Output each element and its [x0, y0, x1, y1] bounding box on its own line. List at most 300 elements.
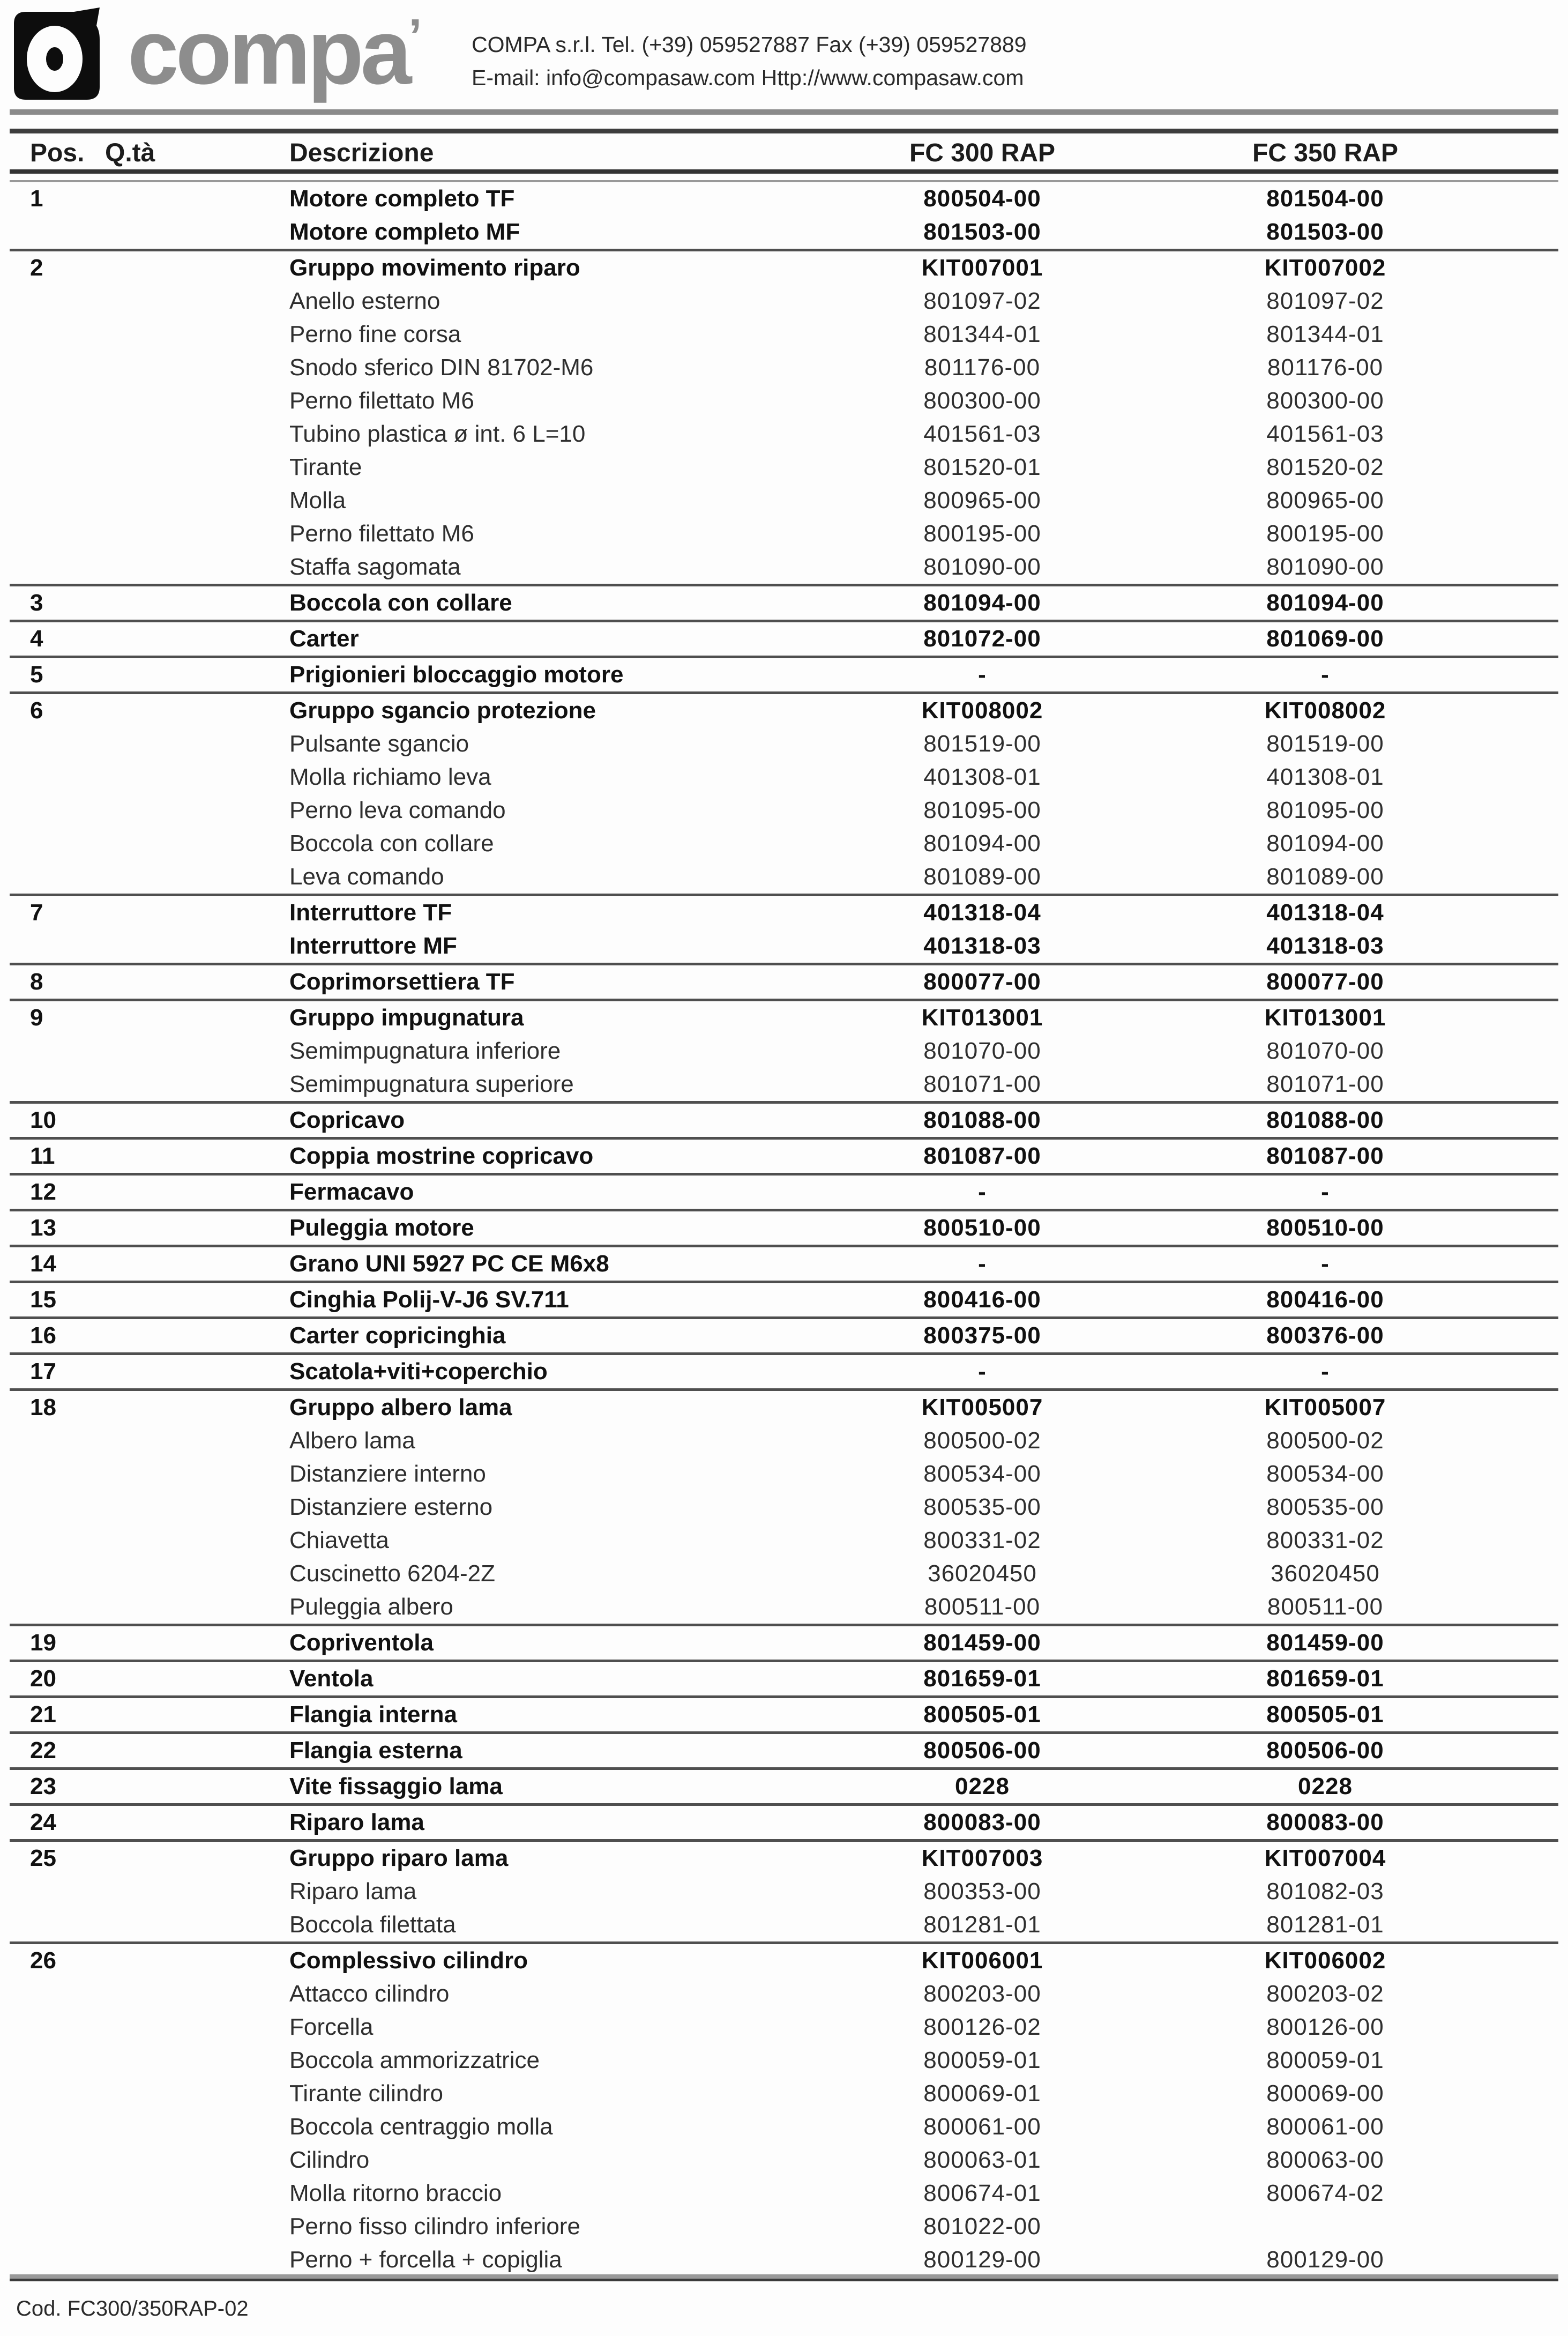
cell-fc350-code: 0228: [1298, 1773, 1353, 1799]
cell-description: Molla ritorno braccio: [289, 2180, 502, 2206]
parts-table: [10, 135, 1558, 2281]
position-group: [10, 182, 1558, 249]
cell-position-number: 2: [30, 255, 43, 281]
table-row: [10, 1806, 1558, 1839]
cell-position-number: 23: [30, 1773, 56, 1799]
cell-description: Tirante cilindro: [289, 2080, 443, 2107]
cell-fc350-code: 801069-00: [1266, 626, 1384, 652]
cell-fc300-code: 801097-02: [923, 288, 1041, 314]
position-group: [10, 1388, 1558, 1624]
cell-fc300-code: 801087-00: [923, 1143, 1041, 1169]
cell-fc350-code: 800059-01: [1266, 2047, 1384, 2073]
cell-fc350-code: 800510-00: [1266, 1215, 1384, 1241]
cell-description: Carter: [289, 626, 359, 652]
col-header-descrizione: Descrizione: [289, 139, 434, 167]
cell-fc300-code: 800061-00: [923, 2114, 1041, 2140]
cell-fc350-code: 800511-00: [1267, 1594, 1384, 1620]
cell-description: Carter copricinghia: [289, 1322, 506, 1349]
position-group: [10, 1101, 1558, 1137]
cell-description: Grano UNI 5927 PC CE M6x8: [289, 1251, 609, 1277]
cell-position-number: 11: [30, 1143, 55, 1169]
cell-position-number: 3: [30, 590, 43, 616]
position-group: [10, 1281, 1558, 1316]
table-row: [10, 1355, 1558, 1388]
table-row: [10, 1842, 1558, 1875]
cell-description: Perno fine corsa: [289, 321, 461, 347]
table-row: [10, 1491, 1558, 1524]
table-row: [10, 550, 1558, 584]
cell-position-number: 18: [30, 1394, 56, 1420]
cell-fc350-code: 800535-00: [1266, 1494, 1384, 1520]
cell-fc300-code: 800063-01: [923, 2147, 1041, 2173]
position-group: [10, 1803, 1558, 1839]
document-code: Cod. FC300/350RAP-02: [16, 2297, 249, 2320]
cell-position-number: 13: [30, 1215, 56, 1241]
position-group: [10, 691, 1558, 894]
cell-fc350-code: 800416-00: [1266, 1286, 1384, 1313]
cell-fc300-code: 800510-00: [923, 1215, 1041, 1241]
cell-description: Molla richiamo leva: [289, 764, 491, 790]
position-group: [10, 1767, 1558, 1803]
cell-fc350-code: 801089-00: [1266, 864, 1384, 890]
position-group: [10, 1316, 1558, 1352]
cell-fc350-code: 800063-00: [1266, 2147, 1384, 2173]
table-row: [10, 1524, 1558, 1557]
cell-description: Staffa sagomata: [289, 554, 461, 580]
cell-fc350-code: KIT007004: [1264, 1845, 1386, 1871]
cell-fc300-code: 800129-00: [923, 2246, 1041, 2273]
cell-fc300-code: 801022-00: [923, 2213, 1041, 2240]
cell-fc350-code: 800203-02: [1266, 1981, 1384, 2007]
cell-fc300-code: 801659-01: [923, 1665, 1041, 1692]
position-group: [10, 1731, 1558, 1767]
cell-position-number: 4: [30, 626, 43, 652]
cell-position-number: 7: [30, 899, 43, 926]
position-group: [10, 1839, 1558, 1941]
cell-fc300-code: 801503-00: [923, 219, 1041, 245]
cell-description: Scatola+viti+coperchio: [289, 1358, 548, 1385]
cell-position-number: 14: [30, 1251, 56, 1277]
cell-fc350-code: 800126-00: [1266, 2014, 1384, 2040]
table-row: [10, 484, 1558, 517]
table-row: [10, 384, 1558, 418]
cell-description: Albero lama: [289, 1427, 415, 1454]
position-group: [10, 1695, 1558, 1731]
cell-fc300-code: 401308-01: [923, 764, 1041, 790]
cell-description: Forcella: [289, 2014, 374, 2040]
table-row: [10, 1557, 1558, 1590]
cell-description: Interruttore MF: [289, 933, 457, 959]
cell-fc350-code: 800083-00: [1266, 1809, 1384, 1835]
table-row: [10, 1211, 1558, 1245]
cell-description: Chiavetta: [289, 1527, 389, 1553]
cell-fc300-code: 800505-01: [923, 1701, 1041, 1728]
cell-fc300-code: KIT013001: [921, 1005, 1043, 1031]
position-group: [10, 1137, 1558, 1173]
position-group: [10, 584, 1558, 620]
cell-position-number: 19: [30, 1630, 56, 1656]
cell-fc350-code: 401318-03: [1266, 933, 1384, 959]
table-row: [10, 622, 1558, 656]
cell-fc300-code: 800126-02: [923, 2014, 1041, 2040]
cell-fc350-code: 800069-00: [1266, 2080, 1384, 2107]
position-group: [10, 1352, 1558, 1388]
cell-fc350-code: 401318-04: [1266, 899, 1384, 926]
cell-description: Pulsante sgancio: [289, 731, 469, 757]
table-row: [10, 285, 1558, 318]
cell-fc350-code: 801504-00: [1266, 185, 1384, 212]
cell-fc300-code: -: [978, 661, 987, 688]
cell-fc350-code: 800506-00: [1266, 1737, 1384, 1764]
cell-position-number: 10: [30, 1107, 56, 1133]
table-row: [10, 1247, 1558, 1281]
cell-description: Gruppo albero lama: [289, 1394, 512, 1420]
cell-position-number: 20: [30, 1665, 56, 1692]
table-row: [10, 1734, 1558, 1767]
cell-fc300-code: 800511-00: [924, 1594, 1041, 1620]
letterhead: [0, 0, 1568, 107]
position-group: [10, 1245, 1558, 1281]
footer-rule: [10, 2274, 1558, 2279]
table-row: [10, 2243, 1558, 2277]
cell-fc350-code: 800674-02: [1266, 2180, 1384, 2206]
contact-line-1: COMPA s.r.l. Tel. (+39) 059527887 Fax (+39) 059527889: [472, 32, 1027, 57]
table-row: [10, 215, 1558, 249]
table-row: [10, 896, 1558, 929]
cell-fc350-code: 801094-00: [1266, 830, 1384, 857]
cell-description: Gruppo impugnatura: [289, 1005, 524, 1031]
cell-description: Perno fisso cilindro inferiore: [289, 2213, 580, 2240]
cell-fc350-code: -: [1321, 1251, 1330, 1277]
table-row: [10, 1944, 1558, 1977]
table-row: [10, 586, 1558, 620]
compa-logo-icon: [11, 8, 101, 103]
position-group: [10, 1660, 1558, 1695]
cell-fc300-code: 36020450: [928, 1560, 1037, 1587]
table-row: [10, 965, 1558, 999]
cell-fc350-code: 801659-01: [1266, 1665, 1384, 1692]
cell-fc350-code: 800376-00: [1266, 1322, 1384, 1349]
cell-description: Tirante: [289, 454, 362, 480]
cell-description: Coprimorsettiera TF: [289, 969, 515, 995]
cell-fc300-code: KIT006001: [921, 1947, 1043, 1974]
cell-description: Perno leva comando: [289, 797, 506, 823]
table-row: [10, 2077, 1558, 2110]
position-group: [10, 894, 1558, 963]
table-row: [10, 727, 1558, 761]
cell-fc350-code: 801088-00: [1266, 1107, 1384, 1133]
company-contact: [472, 28, 1027, 94]
cell-fc350-code: 801090-00: [1266, 554, 1384, 580]
cell-description: Gruppo riparo lama: [289, 1845, 509, 1871]
table-row: [10, 351, 1558, 384]
logo-wordmark: compa’: [128, 1, 419, 103]
cell-description: Semimpugnatura superiore: [289, 1071, 574, 1097]
col-header-fc300: FC 300 RAP: [909, 139, 1056, 167]
cell-position-number: 16: [30, 1322, 56, 1349]
cell-fc300-code: 801089-00: [923, 864, 1041, 890]
cell-description: Boccola filettata: [289, 1911, 456, 1938]
cell-fc350-code: 800331-02: [1266, 1527, 1384, 1553]
cell-fc350-code: 800500-02: [1266, 1427, 1384, 1454]
cell-fc300-code: 801520-01: [923, 454, 1041, 480]
cell-fc350-code: 801082-03: [1266, 1878, 1384, 1904]
cell-description: Gruppo movimento riparo: [289, 255, 580, 281]
cell-fc350-code: 801071-00: [1266, 1071, 1384, 1097]
cell-description: Flangia interna: [289, 1701, 457, 1728]
cell-description: Snodo sferico DIN 81702-M6: [289, 354, 594, 381]
table-row: [10, 860, 1558, 894]
table-row: [10, 1424, 1558, 1457]
table-header-rule-dark: [10, 169, 1558, 174]
cell-fc300-code: 800375-00: [923, 1322, 1041, 1349]
cell-fc300-code: 800195-00: [923, 520, 1041, 547]
cell-fc300-code: 800500-02: [923, 1427, 1041, 1454]
position-group: [10, 656, 1558, 691]
cell-description: Fermacavo: [289, 1179, 414, 1205]
table-row: [10, 1001, 1558, 1035]
cell-fc350-code: -: [1321, 661, 1330, 688]
cell-fc300-code: 801070-00: [923, 1038, 1041, 1064]
cell-position-number: 26: [30, 1947, 56, 1974]
position-group: [10, 999, 1558, 1101]
cell-fc300-code: 800077-00: [923, 969, 1041, 995]
position-group: [10, 1209, 1558, 1245]
cell-position-number: 12: [30, 1179, 56, 1205]
cell-position-number: 9: [30, 1005, 43, 1031]
table-row: [10, 1176, 1558, 1209]
cell-fc300-code: 800300-00: [923, 388, 1041, 414]
cell-description: Riparo lama: [289, 1809, 424, 1835]
table-row: [10, 1457, 1558, 1491]
cell-fc300-code: 800674-01: [923, 2180, 1041, 2206]
cell-fc350-code: 801094-00: [1266, 590, 1384, 616]
cell-description: Puleggia motore: [289, 1215, 474, 1241]
cell-description: Vite fissaggio lama: [289, 1773, 503, 1799]
cell-description: Semimpugnatura inferiore: [289, 1038, 561, 1064]
cell-position-number: 5: [30, 661, 43, 688]
cell-fc350-code: 801176-00: [1267, 354, 1384, 381]
cell-fc300-code: KIT005007: [921, 1394, 1043, 1420]
cell-fc350-code: 800505-01: [1266, 1701, 1384, 1728]
parts-table-body: [10, 182, 1558, 2281]
cell-description: Cuscinetto 6204-2Z: [289, 1560, 495, 1587]
cell-fc300-code: 801094-00: [923, 590, 1041, 616]
cell-fc300-code: -: [978, 1251, 987, 1277]
cell-description: Cilindro: [289, 2147, 370, 2173]
cell-fc300-code: 801071-00: [923, 1071, 1041, 1097]
table-row: [10, 1626, 1558, 1660]
table-row: [10, 1068, 1558, 1101]
letterhead-rule-light: [10, 109, 1558, 115]
cell-description: Complessivo cilindro: [289, 1947, 528, 1974]
cell-description: Copricavo: [289, 1107, 405, 1133]
cell-fc300-code: 800416-00: [923, 1286, 1041, 1313]
cell-description: Distanziere interno: [289, 1461, 486, 1487]
table-row: [10, 2144, 1558, 2177]
table-row: [10, 2110, 1558, 2144]
cell-fc300-code: KIT008002: [921, 697, 1043, 724]
cell-fc300-code: 801088-00: [923, 1107, 1041, 1133]
position-group: [10, 620, 1558, 656]
cell-fc350-code: 801097-02: [1266, 288, 1384, 314]
table-row: [10, 182, 1558, 215]
cell-fc350-code: 801087-00: [1266, 1143, 1384, 1169]
position-group: [10, 1624, 1558, 1660]
table-row: [10, 1104, 1558, 1137]
cell-description: Flangia esterna: [289, 1737, 462, 1764]
table-row: [10, 929, 1558, 963]
cell-fc300-code: 0228: [955, 1773, 1010, 1799]
cell-fc350-code: 800129-00: [1266, 2246, 1384, 2273]
cell-fc300-code: 401561-03: [923, 421, 1041, 447]
cell-fc350-code: 800300-00: [1266, 388, 1384, 414]
table-row: [10, 1283, 1558, 1316]
cell-fc300-code: 801094-00: [923, 830, 1041, 857]
cell-fc300-code: 801459-00: [923, 1630, 1041, 1656]
table-row: [10, 1035, 1558, 1068]
cell-fc300-code: 800069-01: [923, 2080, 1041, 2107]
cell-description: Interruttore TF: [289, 899, 452, 926]
position-group: [10, 1173, 1558, 1209]
cell-fc300-code: 800353-00: [923, 1878, 1041, 1904]
contact-line-2: E-mail: info@compasaw.com Http://www.compasaw.com: [472, 65, 1024, 90]
cell-fc350-code: 801070-00: [1266, 1038, 1384, 1064]
cell-fc300-code: 401318-03: [923, 933, 1041, 959]
cell-position-number: 8: [30, 969, 43, 995]
cell-fc300-code: 800965-00: [923, 487, 1041, 514]
cell-fc300-code: -: [978, 1358, 987, 1385]
table-header-row: [10, 135, 1558, 169]
cell-description: Attacco cilindro: [289, 1981, 450, 2007]
cell-position-number: 17: [30, 1358, 56, 1385]
cell-position-number: 24: [30, 1809, 56, 1835]
cell-description: Motore completo TF: [289, 185, 515, 212]
cell-fc350-code: 801281-01: [1266, 1911, 1384, 1938]
cell-description: Cinghia Polij-V-J6 SV.711: [289, 1286, 569, 1313]
cell-fc350-code: -: [1321, 1179, 1330, 1205]
table-row: [10, 1698, 1558, 1731]
cell-fc300-code: 800534-00: [923, 1461, 1041, 1487]
cell-description: Anello esterno: [289, 288, 440, 314]
table-row: [10, 517, 1558, 550]
cell-fc300-code: -: [978, 1179, 987, 1205]
cell-description: Gruppo sgancio protezione: [289, 697, 596, 724]
cell-fc350-code: -: [1321, 1358, 1330, 1385]
cell-position-number: 22: [30, 1737, 56, 1764]
cell-fc350-code: 36020450: [1271, 1560, 1380, 1587]
cell-fc300-code: 801519-00: [923, 731, 1041, 757]
cell-description: Copriventola: [289, 1630, 434, 1656]
table-row: [10, 827, 1558, 860]
table-row: [10, 1319, 1558, 1352]
cell-fc350-code: 401308-01: [1266, 764, 1384, 790]
position-group: [10, 1941, 1558, 2277]
cell-description: Prigionieri bloccaggio motore: [289, 661, 624, 688]
cell-fc350-code: 800061-00: [1266, 2114, 1384, 2140]
cell-fc350-code: 800534-00: [1266, 1461, 1384, 1487]
cell-fc350-code: KIT008002: [1264, 697, 1386, 724]
cell-fc350-code: 800195-00: [1266, 520, 1384, 547]
table-row: [10, 418, 1558, 451]
position-group: [10, 963, 1558, 999]
table-row: [10, 1140, 1558, 1173]
cell-fc300-code: 801281-01: [923, 1911, 1041, 1938]
table-row: [10, 1875, 1558, 1908]
cell-position-number: 1: [30, 185, 43, 212]
cell-fc300-code: 801072-00: [923, 626, 1041, 652]
cell-fc300-code: 800504-00: [923, 185, 1041, 212]
table-row: [10, 451, 1558, 484]
cell-fc350-code: KIT013001: [1264, 1005, 1386, 1031]
cell-description: Boccola centraggio molla: [289, 2114, 553, 2140]
cell-description: Boccola ammorizzatrice: [289, 2047, 540, 2073]
col-header-qta: Q.tà: [105, 139, 155, 167]
cell-description: Ventola: [289, 1665, 374, 1692]
cell-fc350-code: KIT005007: [1264, 1394, 1386, 1420]
position-group: [10, 249, 1558, 584]
cell-fc300-code: 801344-01: [923, 321, 1041, 347]
table-row: [10, 251, 1558, 285]
cell-description: Perno + forcella + copiglia: [289, 2246, 562, 2273]
cell-fc300-code: 800506-00: [923, 1737, 1041, 1764]
cell-description: Molla: [289, 487, 346, 514]
table-row: [10, 794, 1558, 827]
table-row: [10, 1391, 1558, 1424]
cell-position-number: 15: [30, 1286, 56, 1313]
cell-description: Leva comando: [289, 864, 444, 890]
cell-description: Boccola con collare: [289, 830, 494, 857]
cell-fc350-code: 801520-02: [1266, 454, 1384, 480]
table-row: [10, 2177, 1558, 2210]
cell-description: Perno filettato M6: [289, 520, 474, 547]
cell-fc350-code: KIT007002: [1264, 255, 1386, 281]
cell-position-number: 6: [30, 697, 43, 724]
cell-fc300-code: 800203-00: [923, 1981, 1041, 2007]
cell-description: Puleggia albero: [289, 1594, 453, 1620]
cell-fc300-code: 801090-00: [923, 554, 1041, 580]
cell-description: Boccola con collare: [289, 590, 512, 616]
cell-fc300-code: KIT007001: [921, 255, 1043, 281]
cell-description: Tubino plastica ø int. 6 L=10: [289, 421, 586, 447]
cell-fc350-code: 801519-00: [1266, 731, 1384, 757]
cell-fc350-code: 801095-00: [1266, 797, 1384, 823]
table-row: [10, 658, 1558, 691]
table-row: [10, 1662, 1558, 1695]
cell-description: Riparo lama: [289, 1878, 417, 1904]
cell-fc300-code: 800083-00: [923, 1809, 1041, 1835]
cell-fc300-code: 800331-02: [923, 1527, 1041, 1553]
cell-fc300-code: 801095-00: [923, 797, 1041, 823]
cell-fc300-code: 800059-01: [923, 2047, 1041, 2073]
cell-position-number: 25: [30, 1845, 56, 1871]
cell-fc350-code: 800077-00: [1266, 969, 1384, 995]
cell-description: Motore completo MF: [289, 219, 520, 245]
cell-fc300-code: 800535-00: [923, 1494, 1041, 1520]
cell-fc350-code: 801344-01: [1266, 321, 1384, 347]
table-row: [10, 1770, 1558, 1803]
cell-fc300-code: 401318-04: [923, 899, 1041, 926]
table-row: [10, 2210, 1558, 2243]
cell-description: Perno filettato M6: [289, 388, 474, 414]
table-row: [10, 694, 1558, 727]
cell-fc300-code: 801176-00: [924, 354, 1041, 381]
col-header-fc350: FC 350 RAP: [1252, 139, 1399, 167]
cell-fc350-code: 801503-00: [1266, 219, 1384, 245]
table-row: [10, 318, 1558, 351]
table-row: [10, 2044, 1558, 2077]
cell-fc350-code: KIT006002: [1264, 1947, 1386, 1974]
